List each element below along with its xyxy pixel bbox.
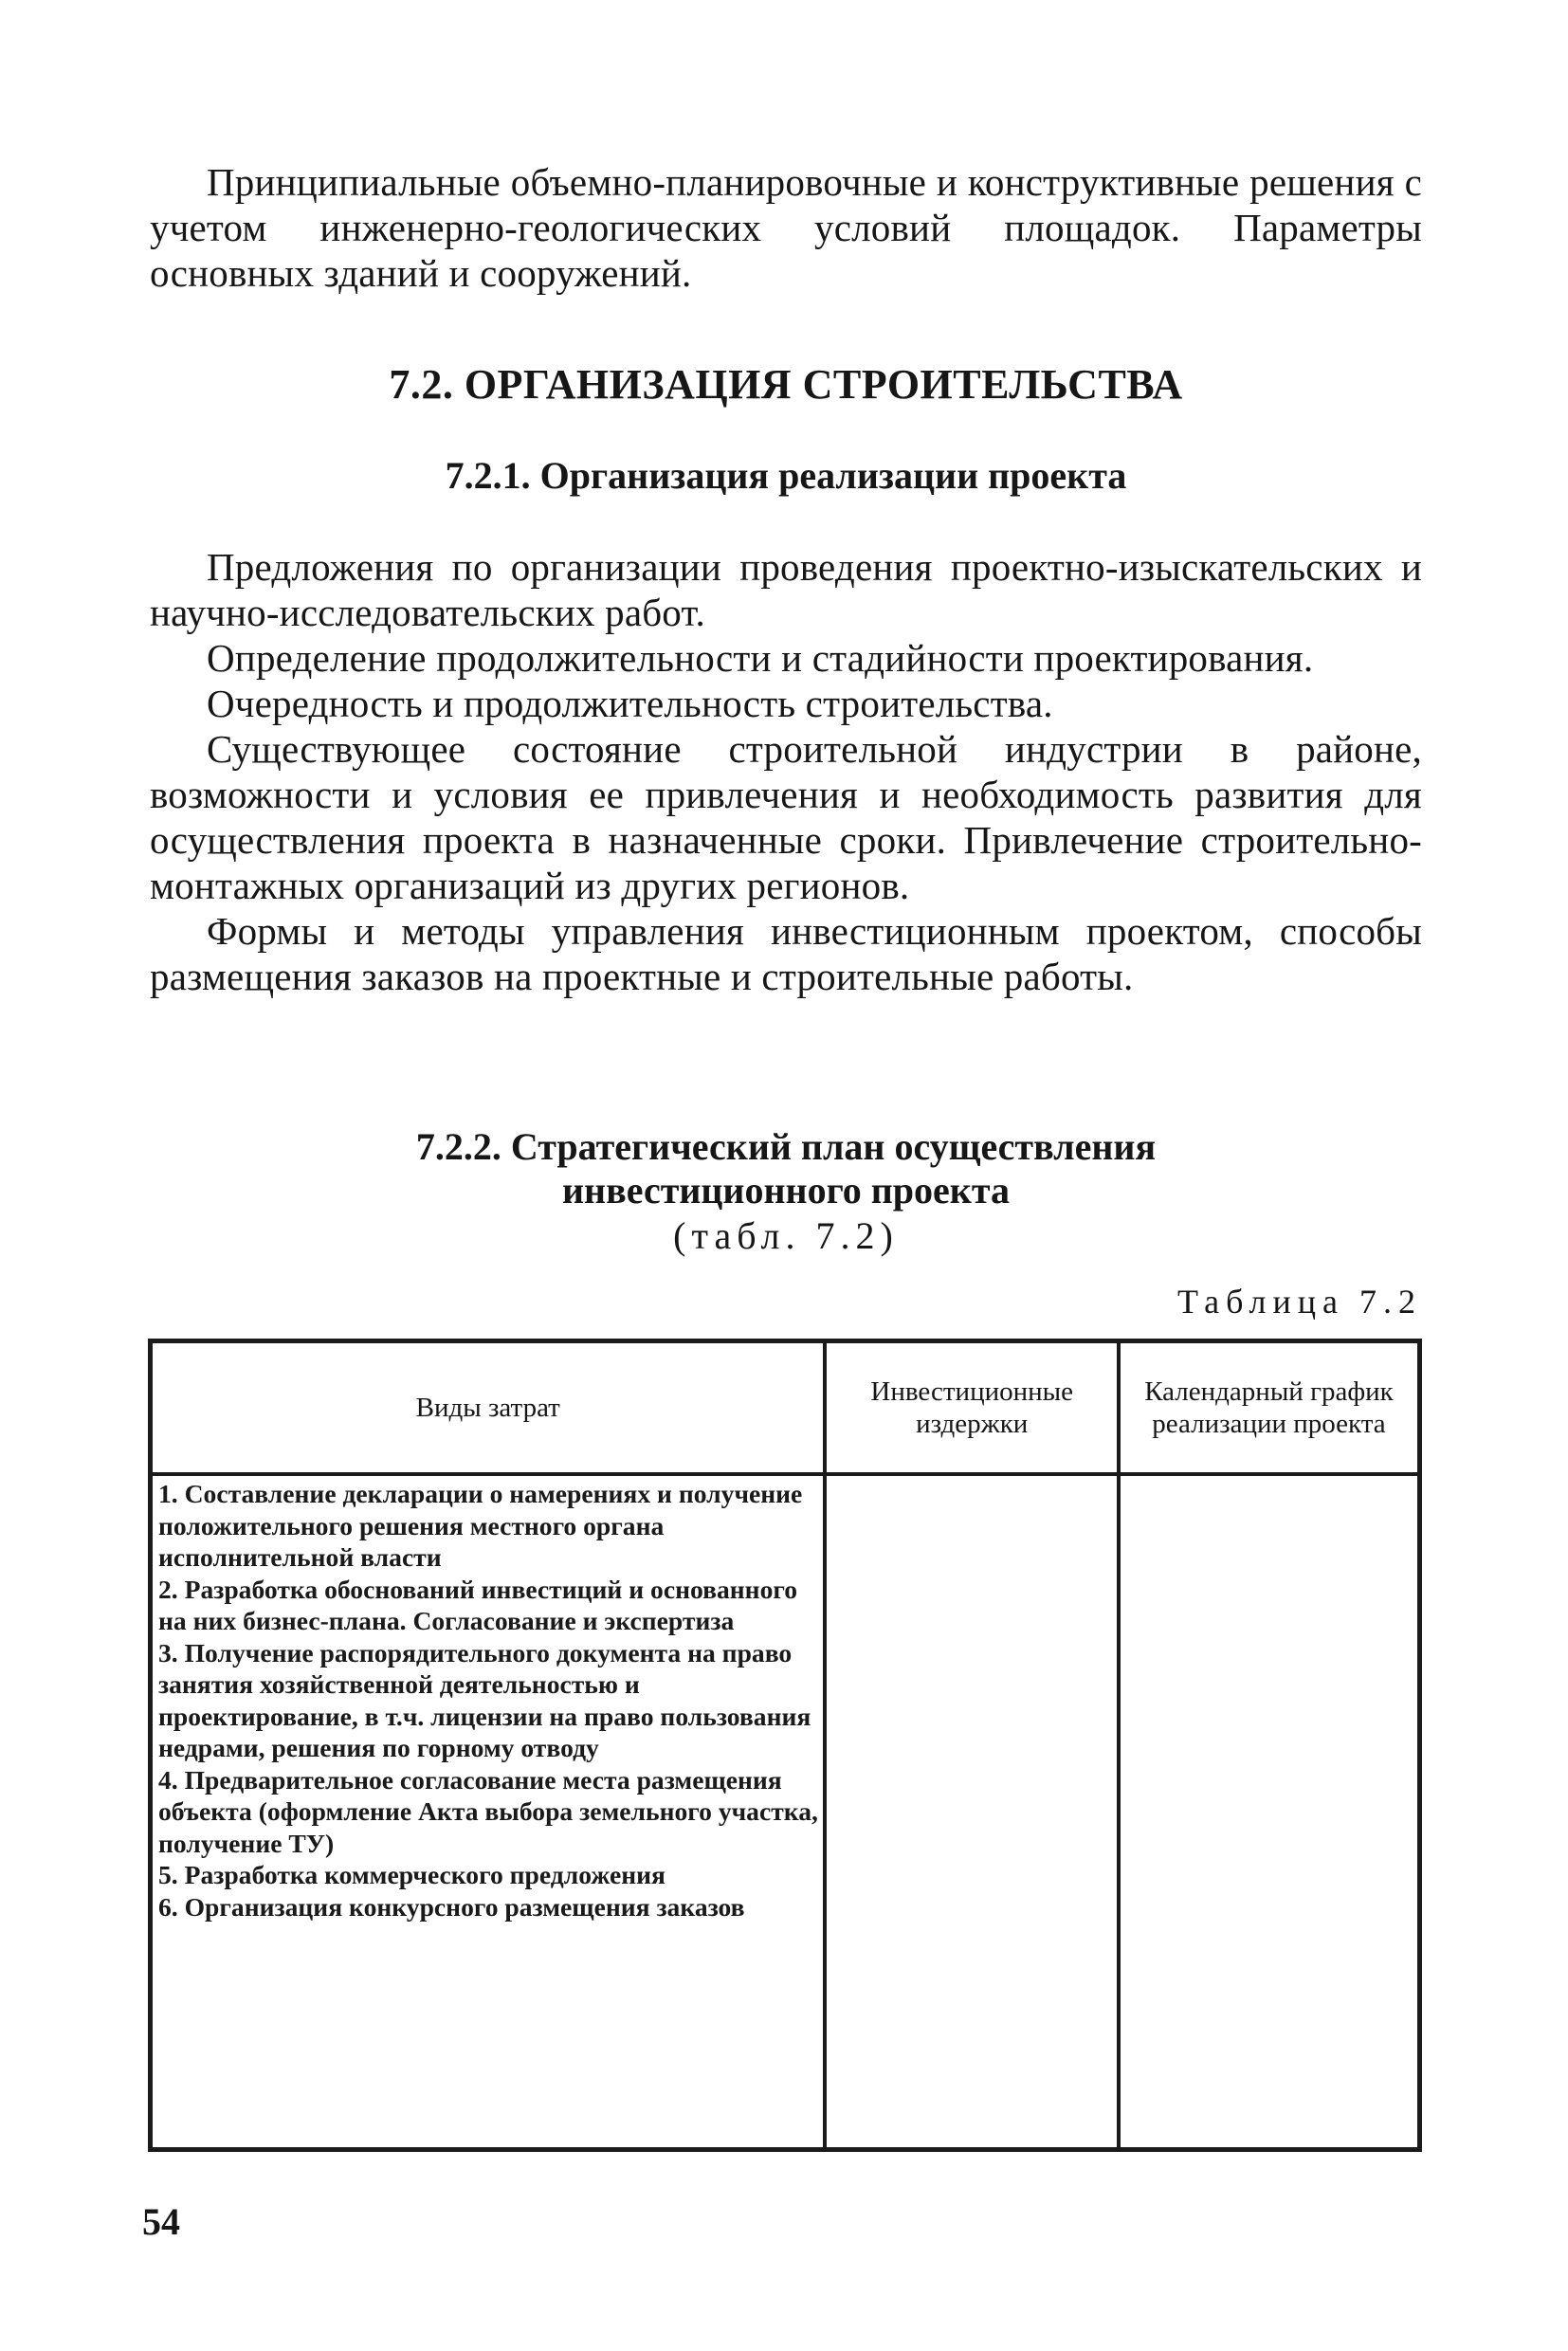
table-row: 4. Предварительное согласование места размещения объекта (оформление Акта выбора земельного участка, получение ТУ) [158,1764,818,1858]
intro-paragraph [150,159,1422,296]
paragraph-3 [150,681,1422,726]
paragraph-4 [150,726,1422,908]
paragraph-5 [150,908,1422,999]
page-number: 54 [142,2200,180,2243]
table-body-row [151,1474,1419,2149]
paragraph-4-text: Существующее состояние строительной индустрии в районе, возможности и условия ее привлечения и необходимость развития для осуществления проекта в назначенные сроки. Привлечение строительно-монтажных организаций из других регионов. [150,727,1422,907]
cost-types-cell [151,1474,825,2149]
paragraph-2-text: Определение продолжительности и стадийности проектирования. [207,636,1314,680]
subsection-2-title-line2: инвестиционного проекта [562,1169,1010,1212]
paragraph-3-text: Очередность и продолжительность строительства. [207,682,1053,725]
subsection-1-title: 7.2.1. Организация реализации проекта [445,454,1127,497]
table-header-row [151,1341,1419,1474]
intro-text: Принципиальные объемно-планировочные и конструктивные решения с учетом инженерно-геологических условий площадок. Параметры основных зданий и сооружений. [150,160,1422,295]
table-row: 2. Разработка обоснований инвестиций и основанного на них бизнес-плана. Согласование и экспертиза [158,1574,798,1635]
table-row: 3. Получение распорядительного документа на право занятия хозяйственной деятельностью и проектирование, в т.ч. лицензии на право пользования недрами, решения по горному отводу [158,1637,811,1762]
section-title: 7.2. ОРГАНИЗАЦИЯ СТРОИТЕЛЬСТВА [389,361,1183,408]
subsection-1-body [150,544,1422,999]
header-schedule: Календарный график реализации проекта [1119,1341,1419,1474]
table-row: 6. Организация конкурсного размещения заказов [158,1891,745,1922]
schedule-cell [1119,1474,1419,2149]
paragraph-1 [150,544,1422,635]
header-investment-costs: Инвестиционные издержки [825,1341,1118,1474]
paragraph-1-text: Предложения по организации проведения проектно-изыскательских и научно-исследовательских работ. [150,545,1422,634]
paragraph-2 [150,635,1422,681]
investment-costs-cell [825,1474,1118,2149]
table-reference: (табл. 7.2) [673,1214,899,1257]
subsection-2-title-line1: 7.2.2. Стратегический план осуществления [415,1125,1157,1168]
table-row: 1. Составление декларации о намерениях и получение положительного решения местного органа исполнительной власти [158,1479,803,1572]
header-cost-types: Виды затрат [151,1341,825,1474]
paragraph-5-text: Формы и методы управления инвестиционным проектом, способы размещения заказов на проектные и строительные работы. [150,909,1422,998]
costs-table [148,1339,1422,2152]
table-caption: Таблица 7.2 [1177,1283,1422,1321]
table-row: 5. Разработка коммерческого предложения [158,1860,665,1889]
